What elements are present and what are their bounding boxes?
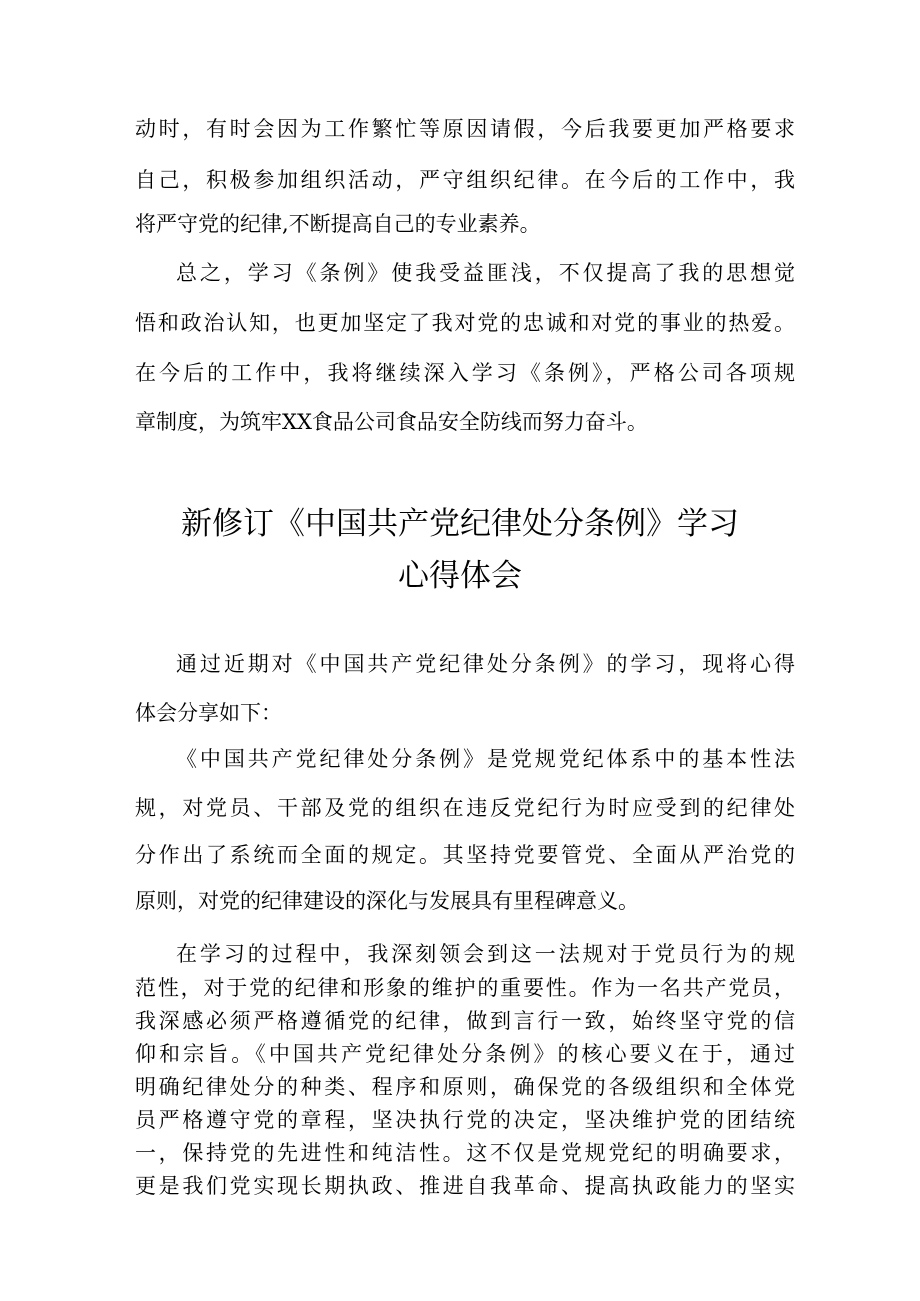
intro-line-1: 通过近期对《中国共产党纪律处分条例》的学习，现将心得 — [176, 652, 795, 676]
para1-line-2: 规，对党员、干部及党的组织在违反党纪行为时应受到的纪律处 — [135, 796, 795, 820]
para2-line-1: 在学习的过程中，我深刻领会到这一法规对于党员行为的规 — [176, 942, 795, 966]
para2-line-5: 明确纪律处分的种类、程序和原则，确保党的各级组织和全体党 — [135, 1075, 795, 1099]
para1-line-1: 《中国共产党纪律处分条例》是党规党纪体系中的基本性法 — [176, 747, 795, 771]
continuation-line-3: 将严守党的纪律,不断提高自己的专业素养。 — [135, 212, 541, 236]
para2-line-8: 更是我们党实现长期执政、推进自我革命、提高执政能力的坚实 — [135, 1174, 795, 1198]
para2-line-6: 员严格遵守党的章程，坚决执行党的决定，坚决维护党的团结统 — [135, 1108, 795, 1132]
conclusion-line-1: 总之，学习《条例》使我受益匪浅，不仅提高了我的思想觉 — [176, 261, 795, 285]
title-line-1: 新修订《中国共产党纪律处分条例》学习 — [181, 506, 739, 542]
para2-line-7: 一，保持党的先进性和纯洁性。这不仅是党规党纪的明确要求， — [135, 1141, 795, 1165]
para1-line-3: 分作出了系统而全面的规定。其坚持党要管党、全面从严治党的 — [135, 843, 795, 867]
title-line-2: 心得体会 — [398, 558, 522, 594]
continuation-line-1: 动时，有时会因为工作繁忙等原因请假，今后我要更加严格要求 — [135, 117, 795, 141]
intro-line-2: 体会分享如下： — [135, 701, 282, 725]
conclusion-line-3: 在今后的工作中，我将继续深入学习《条例》，严格公司各项规 — [135, 361, 795, 385]
para2-line-2: 范性，对于党的纪律和形象的维护的重要性。作为一名共产党员， — [135, 976, 795, 1000]
para1-line-4: 原则，对党的纪律建设的深化与发展具有里程碑意义。 — [135, 889, 639, 913]
conclusion-line-2: 悟和政治认知，也更加坚定了我对党的忠诚和对党的事业的热爱。 — [135, 311, 795, 335]
conclusion-line-4: 章制度，为筑牢XX食品公司食品安全防线而努力奋斗。 — [135, 410, 648, 434]
para2-line-4: 仰和宗旨。《中国共产党纪律处分条例》的核心要义在于，通过 — [135, 1042, 795, 1066]
continuation-line-2: 自己，积极参加组织活动，严守组织纪律。在今后的工作中，我 — [135, 168, 795, 192]
para2-line-3: 我深感必须严格遵循党的纪律，做到言行一致，始终坚守党的信 — [135, 1009, 795, 1033]
